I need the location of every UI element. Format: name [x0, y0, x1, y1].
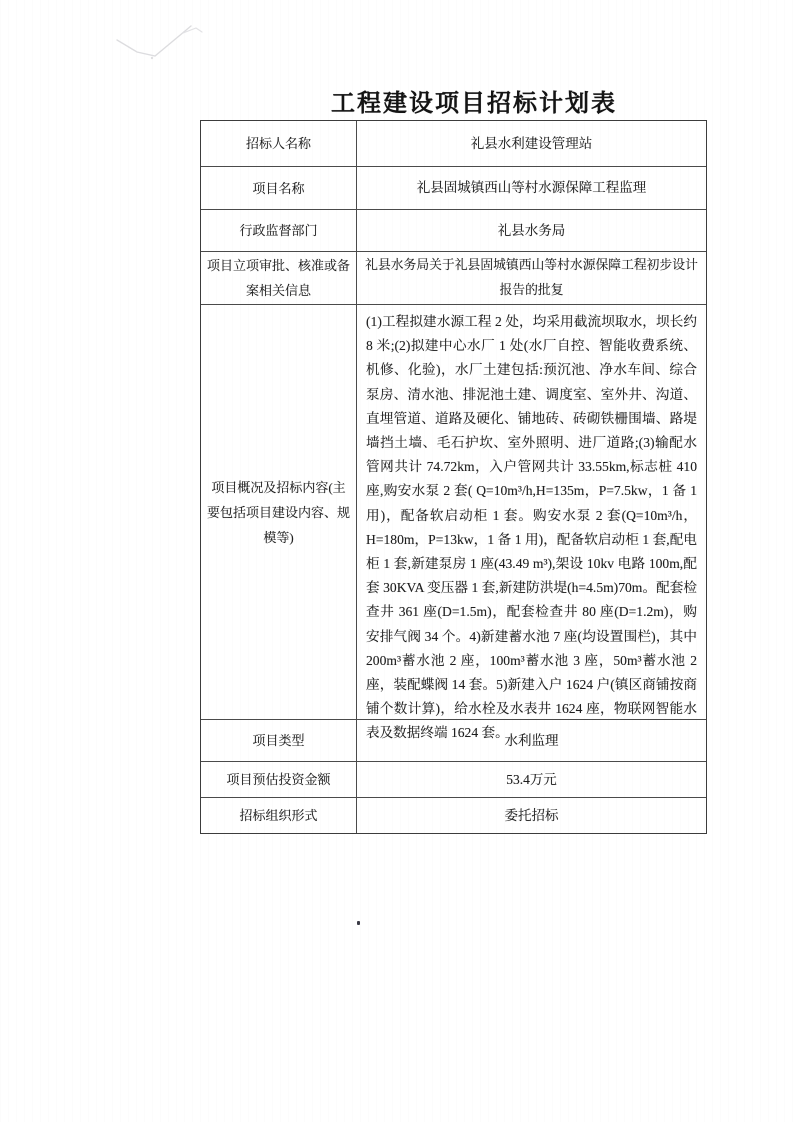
table-row-estimated-investment [201, 761, 706, 797]
row-header-cell: 项目预估投资金额 [201, 762, 357, 797]
bidding-plan-table [200, 120, 707, 834]
table-row-project-name [201, 166, 706, 209]
ink-speck-artifact [357, 921, 360, 925]
row-header-cell: 项目立项审批、核准或备案相关信息 [201, 252, 357, 304]
page-title: 工程建设项目招标计划表 [331, 90, 617, 117]
table-row-supervision-department [201, 209, 706, 251]
row-value-cell: 礼县水利建设管理站 [470, 135, 593, 151]
row-header-cell: 招标组织形式 [201, 798, 357, 833]
row-value-cell: 礼县水务局 [497, 222, 566, 238]
table-row-project-type [201, 719, 706, 761]
row-header-cell: 行政监督部门 [201, 210, 357, 251]
row-value-cell: 礼县固城镇西山等村水源保障工程监理 [416, 180, 647, 195]
row-header-cell: 项目名称 [201, 167, 357, 209]
row-value-cell: 53.4万元 [506, 771, 557, 787]
row-header-cell: 招标人名称 [201, 121, 357, 166]
row-header-cell: 项目类型 [201, 720, 357, 761]
row-value-cell: 委托招标 [504, 807, 559, 823]
table-row-approval-info [201, 251, 706, 304]
row-value-cell: (1)工程拟建水源工程 2 处，均采用截流坝取水，坝长约 8 米;(2)拟建中心水厂 1 处(水厂自控、智能收费系统、机修、化验)，水厂土建包括:预沉池、净水车间、综合泵房、清水池、排泥池土建、调度室、室外井、沟道、直埋管道、道路及硬化、铺地砖、砖砌铁栅围墙、路堤墙挡土墙、毛石护坎、室外照明、进厂道路;(3)输配水管网共计 74.72km，入户管网共计 33.55km,标志桩 410 座,购安水泵 2 套( Q=10m³/h,H=135m，P=7.5kw，1 备 1 用)，配备软启动柜 1 套。购安水泵 2 套(Q=10m³/h，H=180m，P=13kw，1 备 1 用)，配备软启动柜 1 套,配电柜 1 套,新建泵房 1 座(43.49 m³),架设 10kv 电路 100m,配套 30KVA 变压器 1 套,新建防洪堤(h=4.5m)70m。配套检查井 361 座(D=1.5m)，配套检查井 80 座(D=1.2m)，购安排气阀 34 个。4)新建蓄水池 7 座(均设置围栏)，其中 200m³蓄水池 2 座，100m³蓄水池 3 座，50m³蓄水池 2 座，装配蝶阀 14 套。5)新建入户 1624 户(镇区商铺按商铺个数计算)，给水栓及水表井 1624 座，物联网智能水表及数据终端 1624 套。 [366, 314, 697, 741]
row-value-cell: 水利监理 [504, 732, 559, 748]
pencil-mark-artifact [103, 6, 213, 68]
row-header-cell: 项目概况及招标内容(主要包括项目建设内容、规模等) [201, 305, 357, 719]
table-row-tenderer-name [201, 121, 706, 166]
table-row-bidding-organization-form [201, 797, 706, 833]
row-value-cell: 礼县水务局关于礼县固城镇西山等村水源保障工程初步设计报告的批复 [365, 258, 698, 297]
